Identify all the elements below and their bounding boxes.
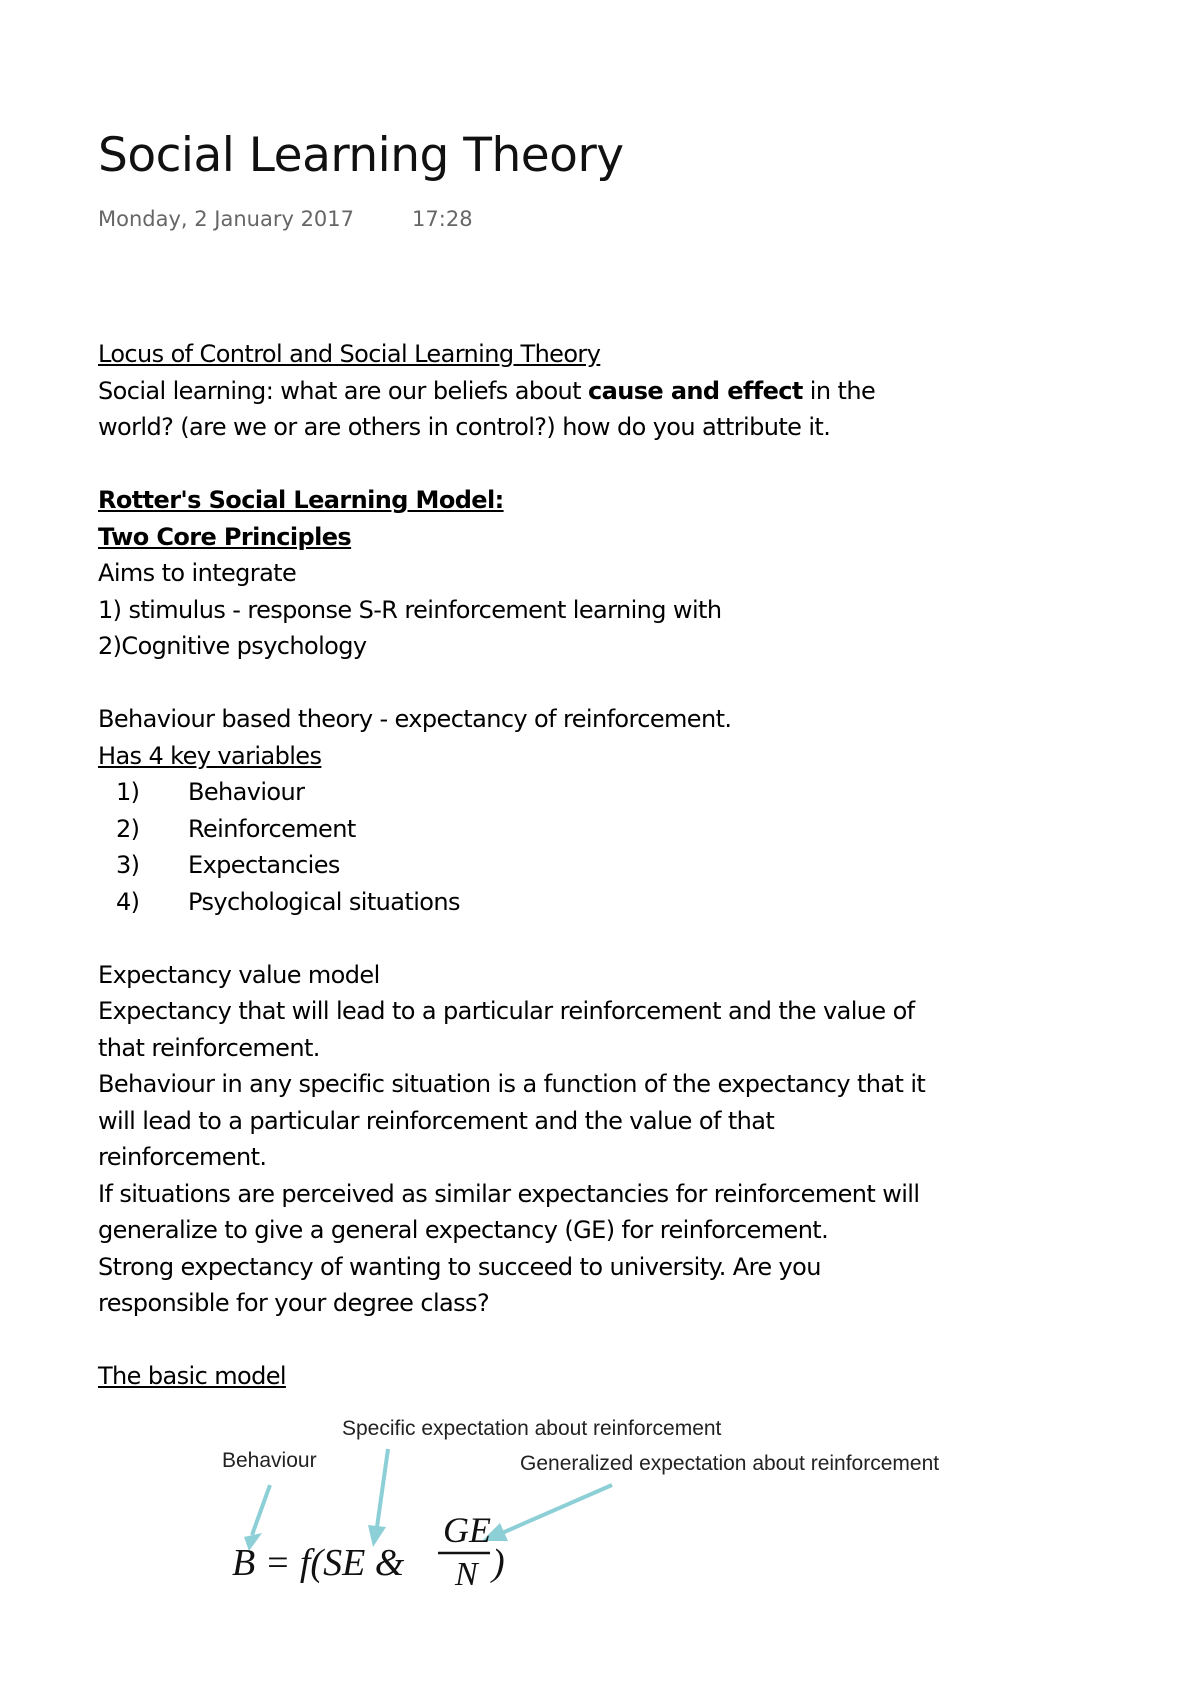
paragraph-line: If situations are perceived as similar expectancies for reinforcement will [98,1179,920,1208]
page-timestamp [98,207,473,231]
arrow-specific [368,1449,388,1547]
list-label: Psychological situations [188,887,460,916]
list-item [98,847,998,884]
label-specific-expectation: Specific expectation about reinforcement [342,1417,722,1440]
page-date: Monday, 2 January 2017 [98,207,355,231]
paragraph-line: Expectancy value model [98,960,380,989]
label-behaviour: Behaviour [222,1449,317,1472]
paragraph-line: generalize to give a general expectancy (GE) for reinforcement. [98,1216,829,1244]
paragraph-line: Behaviour in any specific situation is a function of the expectancy that it [98,1070,926,1098]
formula-close: ) [492,1542,505,1584]
paragraph-line: reinforcement. [98,1143,267,1171]
list-item [98,884,998,921]
paragraph-line: responsible for your degree class? [98,1289,490,1317]
section-heading-variables: Has 4 key variables [98,741,322,770]
label-generalized-expectation: Generalized expectation about reinforcement [520,1452,940,1475]
paragraph-line: will lead to a particular reinforcement and the value of that [98,1106,775,1135]
paragraph-line: that reinforcement. [98,1033,320,1062]
section-heading-locus: Locus of Control and Social Learning Theory [98,340,601,368]
paragraph-line: Behaviour based theory - expectancy of reinforcement. [98,705,732,733]
formula-numerator: GE [443,1510,491,1550]
list-number: 4) [116,887,140,916]
list-label: Behaviour [188,778,305,806]
paragraph-line: Expectancy that will lead to a particular reinforcement and the value of [98,997,915,1025]
list-label: Expectancies [188,851,340,879]
paragraph-line: Strong expectancy of wanting to succeed to university. Are you [98,1252,821,1281]
note-body [98,336,998,1395]
variables-list [98,774,998,920]
list-item [98,774,998,811]
bold-text: cause and effect [588,376,803,405]
formula-denominator: N [455,1556,478,1585]
formula-lhs: B = f(SE & [232,1542,405,1584]
basic-model-diagram [200,1405,1000,1585]
page-time: 17:28 [412,207,473,231]
list-number: 1) [116,778,140,806]
paragraph-line: 1) stimulus - response S-R reinforcement learning with [98,595,722,624]
paragraph-social-learning [98,373,998,410]
section-subheading-principles: Two Core Principles [98,522,352,551]
paragraph-line: Aims to integrate [98,559,297,587]
section-heading-model: The basic model [98,1362,286,1390]
list-number: 2) [116,814,140,843]
page-title: Social Learning Theory [98,128,624,183]
arrow-generalized [482,1485,612,1541]
list-number: 3) [116,851,140,879]
paragraph-line: 2)Cognitive psychology [98,632,367,660]
text-run: Social learning: what are our beliefs about [98,376,588,405]
paragraph-line: world? (are we or are others in control?) how do you attribute it. [98,413,831,441]
list-label: Reinforcement [188,814,356,843]
list-item [98,811,998,848]
section-heading-rotter: Rotter's Social Learning Model: [98,486,504,514]
text-run: in the [802,376,876,405]
